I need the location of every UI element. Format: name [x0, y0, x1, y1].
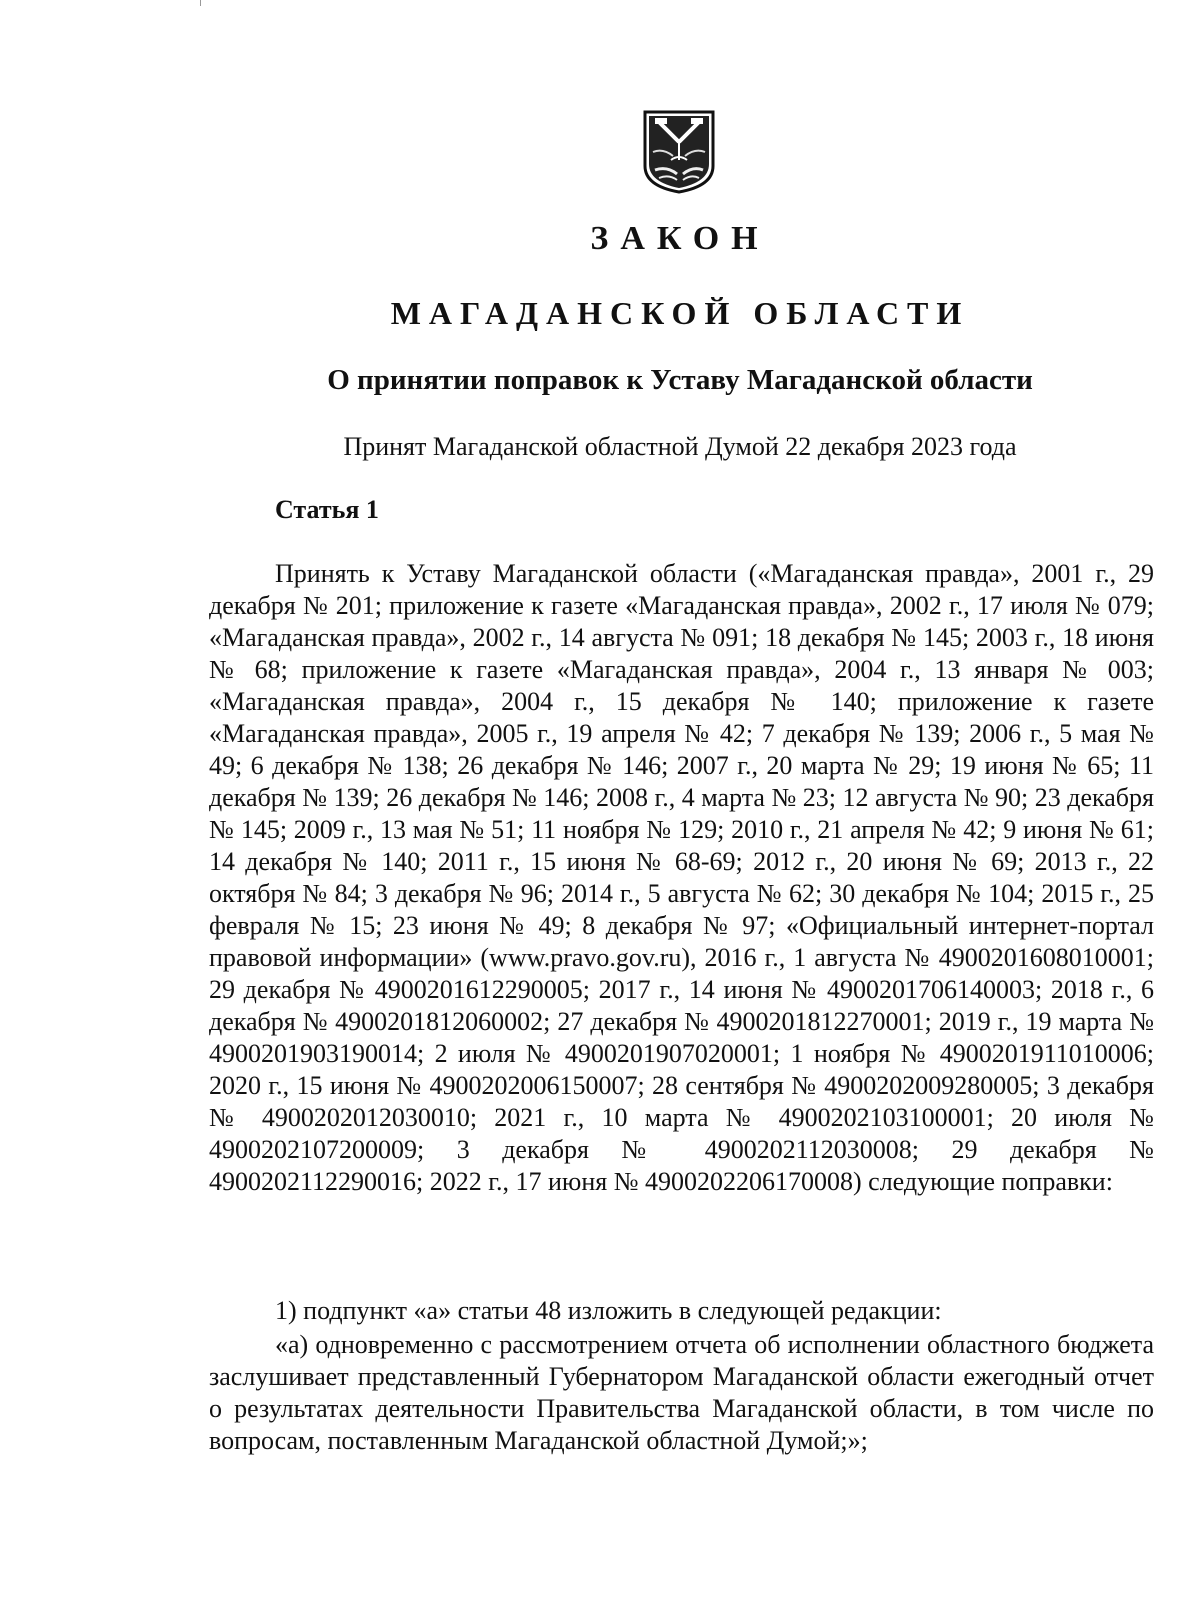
scan-mark	[200, 0, 201, 6]
document-subtitle: МАГАДАНСКОЙ ОБЛАСТИ	[390, 295, 970, 331]
article-title: Статья 1	[275, 495, 379, 524]
amendment-text: «а) одновременно с рассмотрением отчета об исполнении областного бюджета заслушивает представленный Губернатором Магаданской области ежегодный отчет о результатах деятельности Правительства Магаданской области, в том числе по вопросам, поставленным Магаданской областной Думой;»;	[209, 1330, 1154, 1455]
article-body: Принять к Уставу Магаданской области («Магаданская правда», 2001 г., 29 декабря № 201; приложение к газете «Магаданская правда», 2002 г., 17 июля № 079; «Магаданская правда», 2002 г., 14 августа № 091; 18 декабря № 145; 2003 г., 18 июня № 68; приложение к газете «Магаданская правда», 2004 г., 13 января № 003; «Магаданская правда», 2004 г., 15 декабря № 140; приложение к газете «Магаданская правда», 2005 г., 19 апреля № 42; 7 декабря № 139; 2006 г., 5 мая № 49; 6 декабря № 138; 26 декабря № 146; 2007 г., 20 марта № 29; 19 июня № 65; 11 декабря № 139; 26 декабря № 146; 2008 г., 4 марта № 23; 12 августа № 90; 23 декабря № 145; 2009 г., 13 мая № 51; 11 ноября № 129; 2010 г., 21 апреля № 42; 9 июня № 61; 14 декабря № 140; 2011 г., 15 июня № 68-69; 2012 г., 20 июня № 69; 2013 г., 22 октября № 84; 3 декабря № 96; 2014 г., 5 августа № 62; 30 декабря № 104; 2015 г., 25 февраля № 15; 23 июня № 49; 8 декабря № 97; «Официальный интернет-портал правовой информации» (www.pravo.gov.ru), 2016 г., 1 августа № 4900201608010001; 29 декабря № 4900201612290005; 2017 г., 14 июня № 4900201706140003; 2018 г., 6 декабря № 4900201812060002; 27 декабря № 4900201812270001; 2019 г., 19 марта № 4900201903190014; 2 июля № 4900201907020001; 1 ноября № 4900201911010006; 2020 г., 15 июня № 4900202006150007; 28 сентября № 4900202009280005; 3 декабря № 4900202012030010; 2021 г., 10 марта № 4900202103100001; 20 июля № 4900202107200009; 3 декабря № 4900202112030008; 29 декабря № 4900202112290016; 2022 г., 17 июня № 4900202206170008) следующие поправки:	[209, 559, 1154, 1196]
document-title: ЗАКОН	[590, 220, 770, 257]
amendment-item: 1) подпункт «а» статьи 48 изложить в следующей редакции:	[275, 1296, 942, 1325]
coat-of-arms-icon	[641, 108, 717, 194]
document-heading: О принятии поправок к Уставу Магаданской области	[327, 364, 1033, 396]
adopted-line: Принят Магаданской областной Думой 22 декабря 2023 года	[343, 432, 1017, 461]
